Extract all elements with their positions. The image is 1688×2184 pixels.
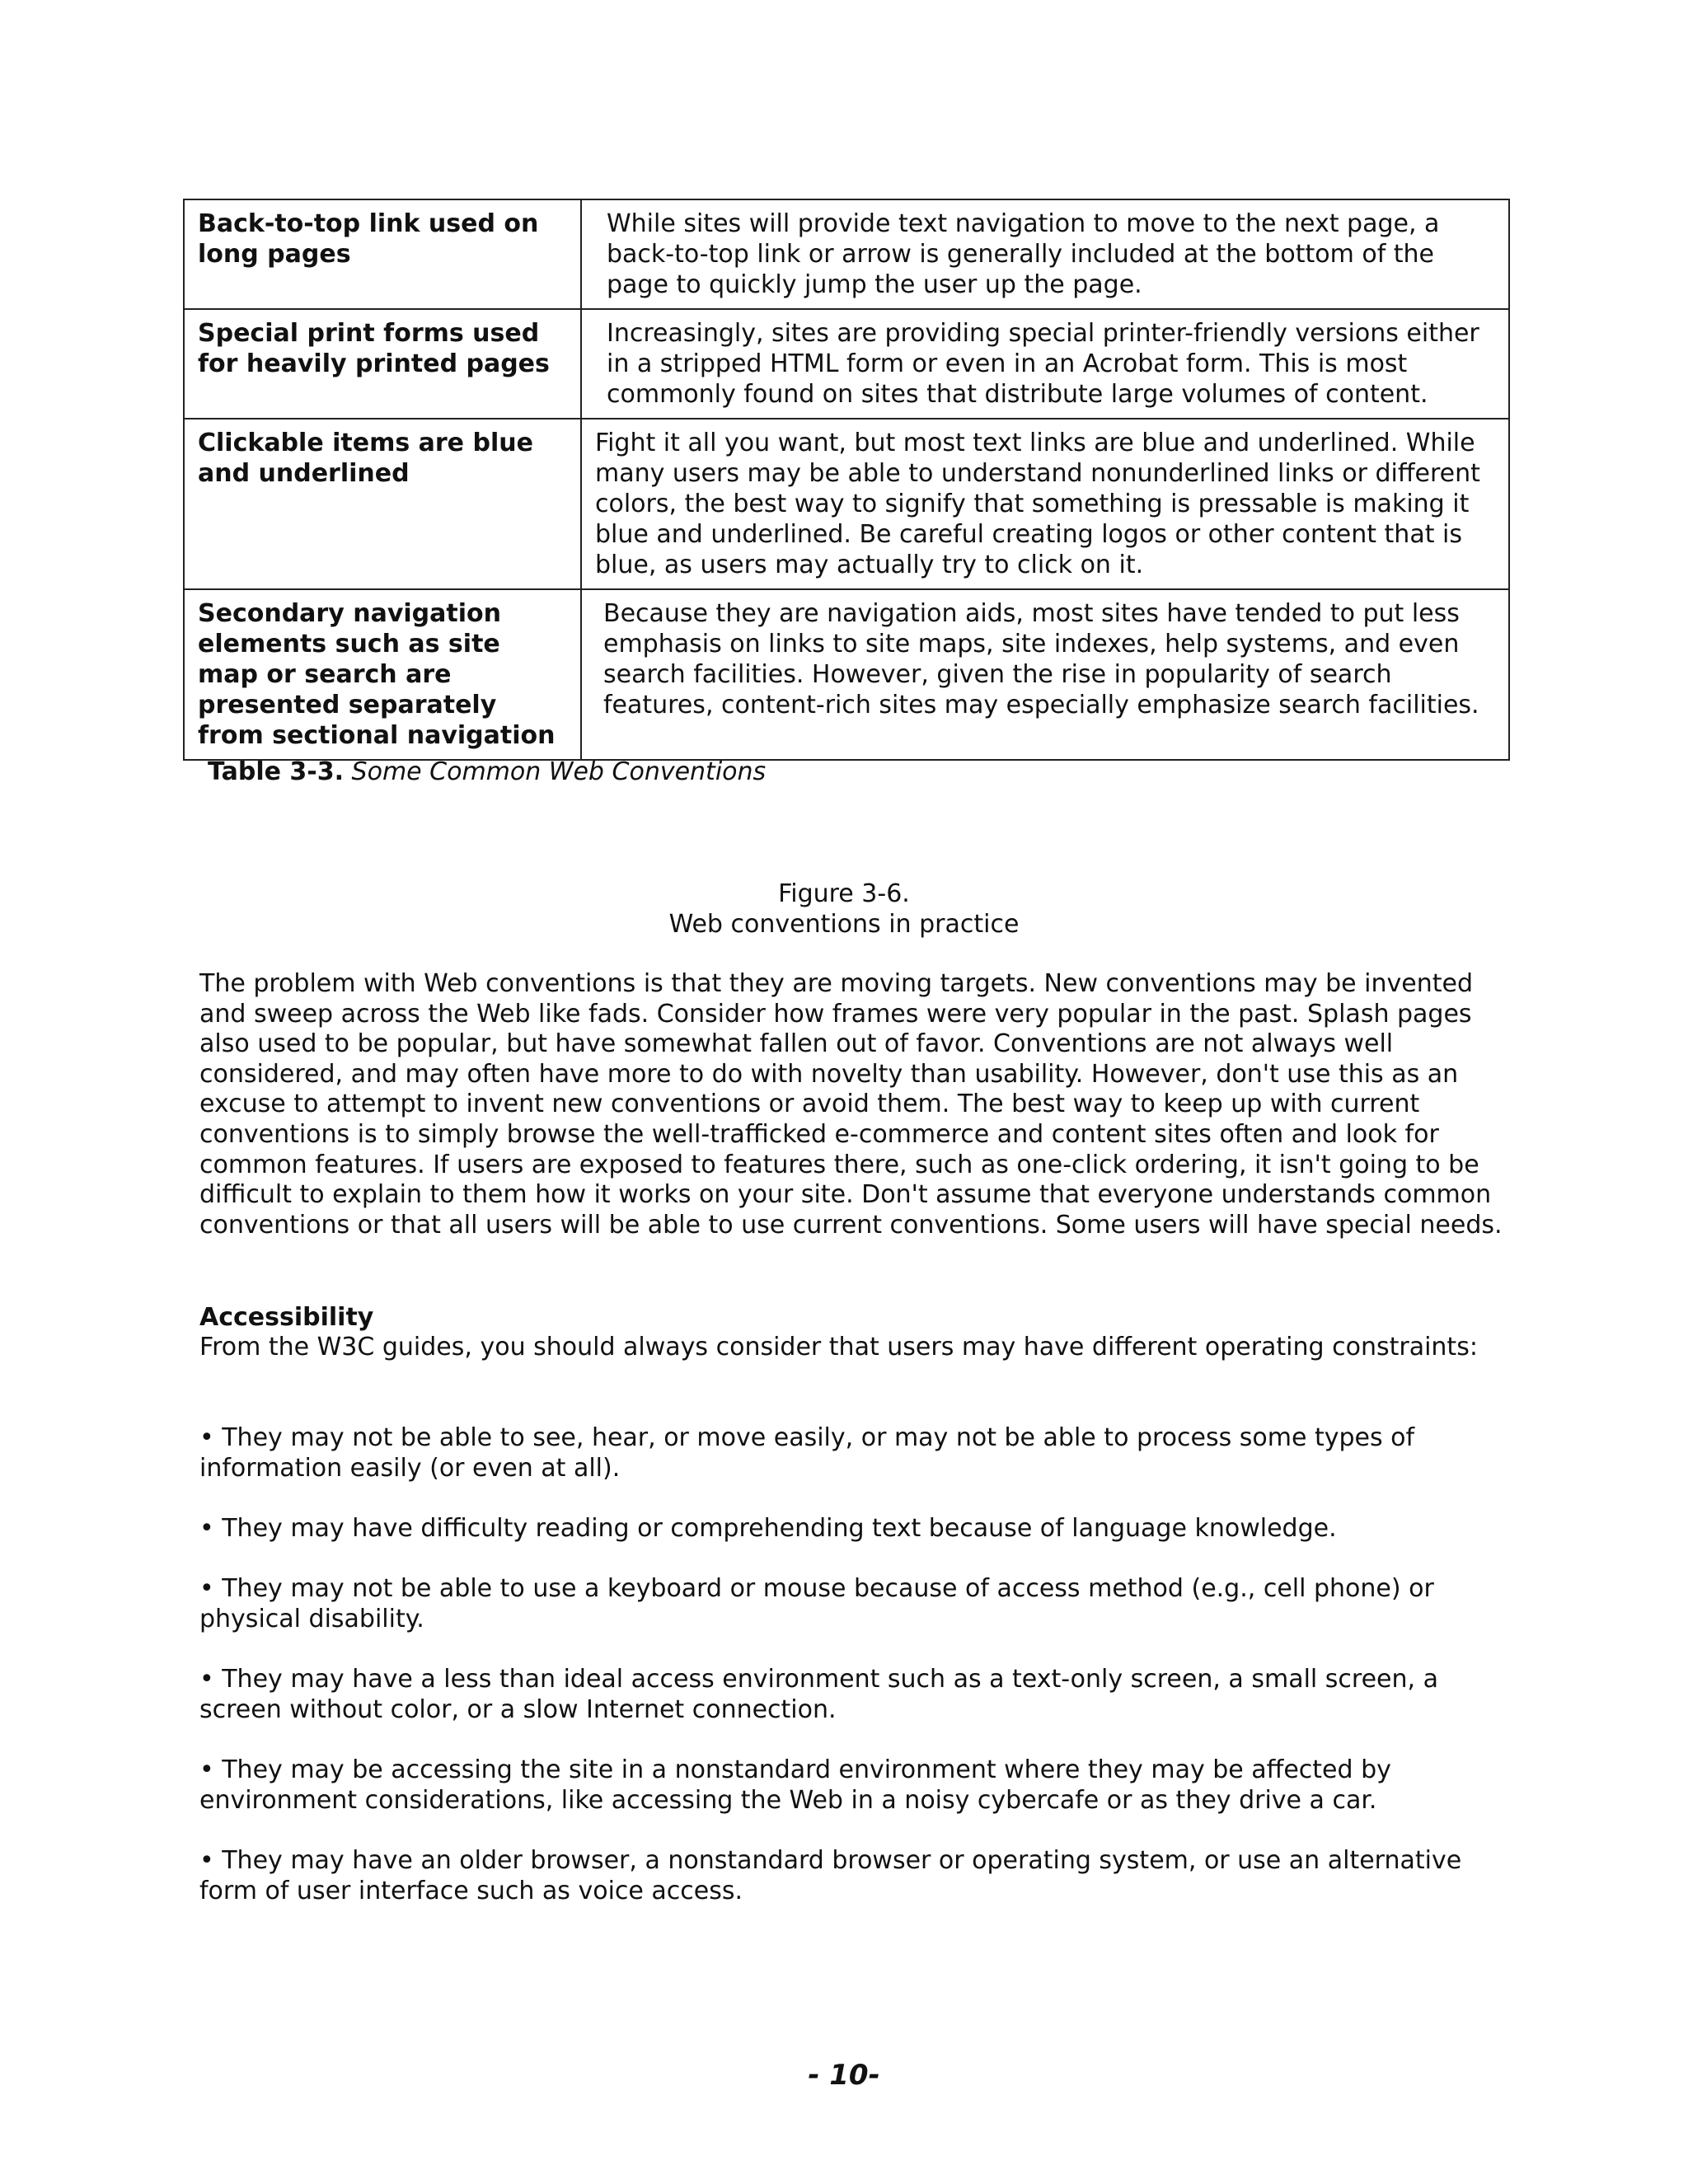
table-row [184, 589, 1509, 760]
list-item: • They may have an older browser, a nonstandard browser or operating system, or use an alternative form of user interface such as voice access. [199, 1846, 1462, 1905]
figure-title: Web conventions in practice [668, 910, 1020, 939]
figure-label: Figure 3-6. [778, 879, 910, 908]
list-item: • They may not be able to see, hear, or move easily, or may not be able to process some types of information easily (or even at all). [199, 1423, 1415, 1483]
section-heading: Accessibility [199, 1303, 374, 1332]
convention-term: Back-to-top link used on long pages [184, 199, 581, 309]
table-caption-text: Some Common Web Conventions [351, 757, 767, 786]
figure-caption [0, 879, 1688, 940]
convention-term: Special print forms used for heavily printed pages [184, 309, 581, 419]
list-item: • They may have a less than ideal access environment such as a text-only screen, a small screen, a screen without color, or a slow Internet connection. [199, 1665, 1438, 1724]
convention-description: Fight it all you want, but most text links are blue and underlined. While many users may be able to understand nonunderlined links or different colors, the best way to signify that something is pressable is making it blue and underlined. Be careful creating logos or other content that is blue, as users may actually try to click on it. [581, 419, 1509, 589]
table-row [184, 309, 1509, 419]
table-row [184, 419, 1509, 589]
body-paragraph: From the W3C guides, you should always consider that users may have different operating constraints: [199, 1333, 1478, 1361]
convention-description: While sites will provide text navigation to move to the next page, a back-to-top link or arrow is generally included at the bottom of the page to quickly jump the user up the page. [581, 199, 1509, 309]
table-caption-label: Table 3-3. [208, 757, 344, 786]
list-item: • They may not be able to use a keyboard or mouse because of access method (e.g., cell phone) or physical disability. [199, 1574, 1434, 1633]
table-row [184, 199, 1509, 309]
convention-description: Because they are navigation aids, most sites have tended to put less emphasis on links to site maps, site indexes, help systems, and even search facilities. However, given the rise in popularity of search features, content-rich sites may especially emphasize search facilities. [581, 589, 1509, 760]
web-conventions-table [183, 199, 1510, 761]
convention-term: Secondary navigation elements such as site map or search are presented separately from sectional navigation [184, 589, 581, 760]
body-paragraph: The problem with Web conventions is that they are moving targets. New conventions may be invented and sweep across the Web like fads. Consider how frames were very popular in the past. Splash pages also used to be popular, but have somewhat fallen out of favor. Conventions are not always well considered, and may often have more to do with novelty than usability. However, don't use this as an excuse to attempt to invent new conventions or avoid them. The best way to keep up with current conventions is to simply browse the well-trafficked e-commerce and content sites often and look for common features. If users are exposed to features there, such as one-click ordering, it isn't going to be difficult to explain to them how it works on your site. Don't assume that everyone understands common conventions or that all users will be able to use current conventions. Some users will have special needs. [199, 969, 1503, 1240]
table-caption [208, 757, 766, 787]
list-item: • They may be accessing the site in a nonstandard environment where they may be affected by environment considerations, like accessing the Web in a noisy cybercafe or as they drive a car. [199, 1755, 1391, 1815]
page-number: - 10- [808, 2059, 880, 2092]
list-item: • They may have difficulty reading or comprehending text because of language knowledge. [199, 1514, 1337, 1543]
convention-description: Increasingly, sites are providing special printer-friendly versions either in a stripped HTML form or even in an Acrobat form. This is most commonly found on sites that distribute large volumes of content. [581, 309, 1509, 419]
convention-term: Clickable items are blue and underlined [184, 419, 581, 589]
